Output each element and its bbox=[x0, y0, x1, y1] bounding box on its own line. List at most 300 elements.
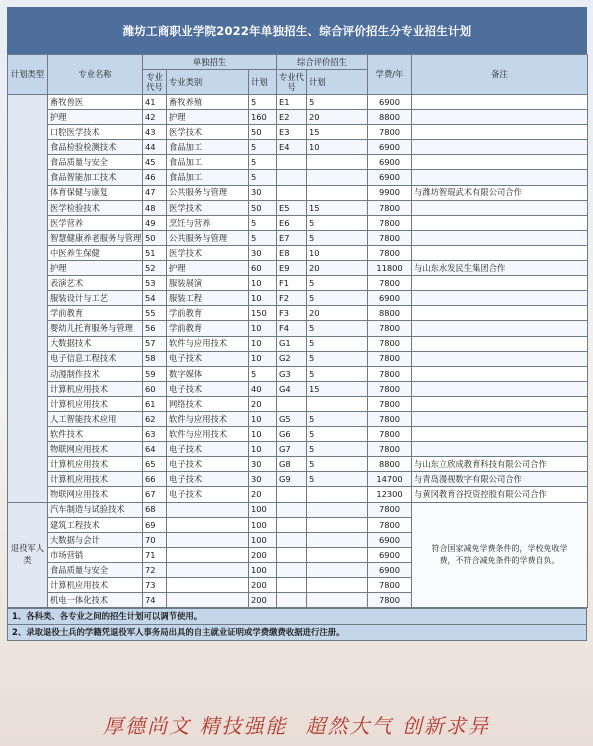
dz-category: 畜牧养殖 bbox=[167, 95, 249, 110]
header-zh-code: 专业代号 bbox=[277, 70, 307, 95]
dz-code: 56 bbox=[143, 321, 167, 336]
zh-plan bbox=[307, 502, 368, 517]
table-row bbox=[8, 261, 588, 276]
table-row bbox=[8, 502, 588, 517]
dz-code: 65 bbox=[143, 457, 167, 472]
table-title: 潍坊工商职业学院2022年单独招生、综合评价招生分专业招生计划 bbox=[7, 7, 587, 54]
header-dz-plan: 计划 bbox=[249, 70, 277, 95]
zh-plan bbox=[307, 593, 368, 608]
major-name: 畜牧兽医 bbox=[48, 95, 143, 110]
fee: 6900 bbox=[368, 170, 412, 185]
fee: 12300 bbox=[368, 487, 412, 502]
table-row bbox=[8, 230, 588, 245]
major-name: 汽车制造与试验技术 bbox=[48, 502, 143, 517]
remark bbox=[412, 276, 588, 291]
dz-category bbox=[167, 502, 249, 517]
zh-plan: 5 bbox=[307, 411, 368, 426]
table-row bbox=[8, 291, 588, 306]
zh-plan: 15 bbox=[307, 200, 368, 215]
dz-code: 48 bbox=[143, 200, 167, 215]
dz-category: 软件与应用技术 bbox=[167, 427, 249, 442]
note-1: 1、各科类、各专业之间的招生计划可以调节使用。 bbox=[8, 609, 587, 625]
dz-code: 73 bbox=[143, 578, 167, 593]
zh-code bbox=[277, 155, 307, 170]
table-row bbox=[8, 276, 588, 291]
dz-plan: 10 bbox=[249, 276, 277, 291]
remark bbox=[412, 366, 588, 381]
zh-plan: 5 bbox=[307, 291, 368, 306]
zh-code: E5 bbox=[277, 200, 307, 215]
dz-plan: 5 bbox=[249, 366, 277, 381]
dz-category: 网络技术 bbox=[167, 396, 249, 411]
zh-code: G4 bbox=[277, 381, 307, 396]
zh-code: G5 bbox=[277, 411, 307, 426]
dz-category bbox=[167, 547, 249, 562]
dz-code: 63 bbox=[143, 427, 167, 442]
dz-category: 食品加工 bbox=[167, 170, 249, 185]
fee: 9900 bbox=[368, 185, 412, 200]
header-dz-code: 专业代号 bbox=[143, 70, 167, 95]
zh-code: E7 bbox=[277, 230, 307, 245]
dz-plan: 30 bbox=[249, 245, 277, 260]
zh-code bbox=[277, 547, 307, 562]
dz-code: 71 bbox=[143, 547, 167, 562]
dz-code: 67 bbox=[143, 487, 167, 502]
fee: 6900 bbox=[368, 291, 412, 306]
major-name: 食品检验检测技术 bbox=[48, 140, 143, 155]
fee: 6900 bbox=[368, 95, 412, 110]
dz-code: 52 bbox=[143, 261, 167, 276]
major-name: 体育保健与康复 bbox=[48, 185, 143, 200]
table-row bbox=[8, 95, 588, 110]
fee: 6900 bbox=[368, 140, 412, 155]
fee: 7800 bbox=[368, 336, 412, 351]
zh-plan: 15 bbox=[307, 125, 368, 140]
fee: 7800 bbox=[368, 593, 412, 608]
dz-plan: 200 bbox=[249, 593, 277, 608]
dz-plan: 200 bbox=[249, 547, 277, 562]
dz-category: 数字媒体 bbox=[167, 366, 249, 381]
dz-code: 41 bbox=[143, 95, 167, 110]
dz-code: 60 bbox=[143, 381, 167, 396]
zh-code: E4 bbox=[277, 140, 307, 155]
fee: 7800 bbox=[368, 200, 412, 215]
remark: 与山东水发民生集团合作 bbox=[412, 261, 588, 276]
fee: 7800 bbox=[368, 125, 412, 140]
major-name: 医学营养 bbox=[48, 215, 143, 230]
school-motto bbox=[0, 705, 593, 743]
table-row bbox=[8, 321, 588, 336]
header-fee: 学费/年 bbox=[368, 55, 412, 95]
table-row bbox=[8, 200, 588, 215]
dz-plan: 150 bbox=[249, 306, 277, 321]
veteran-remark: 符合国家减免学费条件的，学校免收学费，不符合减免条件的学费自负。 bbox=[412, 502, 588, 608]
dz-plan: 10 bbox=[249, 351, 277, 366]
dz-category: 学前教育 bbox=[167, 306, 249, 321]
table-row bbox=[8, 427, 588, 442]
dz-category: 学前教育 bbox=[167, 321, 249, 336]
dz-plan: 40 bbox=[249, 381, 277, 396]
table-row bbox=[8, 245, 588, 260]
remark bbox=[412, 245, 588, 260]
fee: 7800 bbox=[368, 381, 412, 396]
zh-code: G3 bbox=[277, 366, 307, 381]
remark bbox=[412, 442, 588, 457]
dz-code: 54 bbox=[143, 291, 167, 306]
zh-plan: 20 bbox=[307, 261, 368, 276]
zh-plan: 5 bbox=[307, 427, 368, 442]
table-row bbox=[8, 472, 588, 487]
major-name: 电子信息工程技术 bbox=[48, 351, 143, 366]
dz-category bbox=[167, 532, 249, 547]
major-name: 口腔医学技术 bbox=[48, 125, 143, 140]
fee: 7800 bbox=[368, 230, 412, 245]
dz-plan: 5 bbox=[249, 95, 277, 110]
dz-category: 医学技术 bbox=[167, 245, 249, 260]
zh-plan bbox=[307, 487, 368, 502]
zh-plan bbox=[307, 155, 368, 170]
zh-code: G2 bbox=[277, 351, 307, 366]
dz-code: 72 bbox=[143, 562, 167, 577]
dz-code: 43 bbox=[143, 125, 167, 140]
fee: 7800 bbox=[368, 321, 412, 336]
zh-plan bbox=[307, 547, 368, 562]
dz-code: 53 bbox=[143, 276, 167, 291]
dz-plan: 160 bbox=[249, 110, 277, 125]
dz-plan: 100 bbox=[249, 502, 277, 517]
dz-code: 57 bbox=[143, 336, 167, 351]
dz-code: 42 bbox=[143, 110, 167, 125]
remark bbox=[412, 411, 588, 426]
remark bbox=[412, 306, 588, 321]
zh-plan: 5 bbox=[307, 95, 368, 110]
zh-code: E3 bbox=[277, 125, 307, 140]
dz-plan: 5 bbox=[249, 140, 277, 155]
major-name: 护理 bbox=[48, 261, 143, 276]
dz-plan: 10 bbox=[249, 321, 277, 336]
zh-plan: 5 bbox=[307, 366, 368, 381]
note-2: 2、录取退役士兵的学籍凭退役军人事务局出具的自主就业证明或学费缴费收据进行注册。 bbox=[8, 625, 587, 641]
remark bbox=[412, 381, 588, 396]
fee: 6900 bbox=[368, 532, 412, 547]
table-row bbox=[8, 366, 588, 381]
fee: 7800 bbox=[368, 411, 412, 426]
dz-plan: 20 bbox=[249, 487, 277, 502]
fee: 6900 bbox=[368, 562, 412, 577]
table-row bbox=[8, 155, 588, 170]
major-name: 计算机应用技术 bbox=[48, 578, 143, 593]
dz-code: 44 bbox=[143, 140, 167, 155]
dz-plan: 5 bbox=[249, 155, 277, 170]
dz-plan: 100 bbox=[249, 517, 277, 532]
zh-plan bbox=[307, 517, 368, 532]
zh-plan: 5 bbox=[307, 472, 368, 487]
header-comprehensive-enrollment: 综合评价招生 bbox=[277, 55, 368, 70]
motto-part-1: 厚德尚文 精技强能 bbox=[103, 713, 288, 738]
dz-code: 62 bbox=[143, 411, 167, 426]
remark: 与山东立欣成教育科技有限公司合作 bbox=[412, 457, 588, 472]
remark bbox=[412, 125, 588, 140]
dz-plan: 60 bbox=[249, 261, 277, 276]
header-dz-category: 专业类别 bbox=[167, 70, 249, 95]
remark bbox=[412, 155, 588, 170]
zh-plan: 5 bbox=[307, 457, 368, 472]
table-row bbox=[8, 351, 588, 366]
zh-code bbox=[277, 578, 307, 593]
remark bbox=[412, 427, 588, 442]
dz-category bbox=[167, 593, 249, 608]
major-name: 护理 bbox=[48, 110, 143, 125]
fee: 7800 bbox=[368, 351, 412, 366]
table-row bbox=[8, 336, 588, 351]
major-name: 大数据与会计 bbox=[48, 532, 143, 547]
dz-code: 58 bbox=[143, 351, 167, 366]
zh-plan: 5 bbox=[307, 321, 368, 336]
fee: 7800 bbox=[368, 427, 412, 442]
major-name: 动漫制作技术 bbox=[48, 366, 143, 381]
fee: 6900 bbox=[368, 547, 412, 562]
dz-plan: 10 bbox=[249, 427, 277, 442]
fee: 7800 bbox=[368, 396, 412, 411]
dz-category: 软件与应用技术 bbox=[167, 336, 249, 351]
fee: 6900 bbox=[368, 155, 412, 170]
dz-code: 74 bbox=[143, 593, 167, 608]
zh-code bbox=[277, 170, 307, 185]
zh-code: F1 bbox=[277, 276, 307, 291]
table-row bbox=[8, 396, 588, 411]
header-major-name: 专业名称 bbox=[48, 55, 143, 95]
zh-plan: 5 bbox=[307, 276, 368, 291]
zh-code: G8 bbox=[277, 457, 307, 472]
zh-plan bbox=[307, 562, 368, 577]
zh-code bbox=[277, 185, 307, 200]
dz-code: 64 bbox=[143, 442, 167, 457]
fee: 7800 bbox=[368, 215, 412, 230]
zh-plan: 5 bbox=[307, 442, 368, 457]
fee: 8800 bbox=[368, 457, 412, 472]
dz-category: 食品加工 bbox=[167, 140, 249, 155]
table-row bbox=[8, 442, 588, 457]
major-name: 计算机应用技术 bbox=[48, 457, 143, 472]
remark bbox=[412, 321, 588, 336]
dz-category bbox=[167, 578, 249, 593]
fee: 7800 bbox=[368, 517, 412, 532]
major-name: 食品质量与安全 bbox=[48, 155, 143, 170]
zh-plan: 10 bbox=[307, 245, 368, 260]
remark bbox=[412, 351, 588, 366]
remark bbox=[412, 291, 588, 306]
table-row bbox=[8, 487, 588, 502]
dz-category: 医学技术 bbox=[167, 125, 249, 140]
dz-category: 软件与应用技术 bbox=[167, 411, 249, 426]
major-name: 人工智能技术应用 bbox=[48, 411, 143, 426]
enrollment-plan-table bbox=[7, 54, 588, 608]
zh-code bbox=[277, 396, 307, 411]
remark bbox=[412, 336, 588, 351]
zh-plan: 20 bbox=[307, 306, 368, 321]
fee: 7800 bbox=[368, 245, 412, 260]
dz-category: 服装展演 bbox=[167, 276, 249, 291]
dz-code: 66 bbox=[143, 472, 167, 487]
zh-plan: 10 bbox=[307, 140, 368, 155]
dz-code: 68 bbox=[143, 502, 167, 517]
major-name: 食品智能加工技术 bbox=[48, 170, 143, 185]
dz-code: 51 bbox=[143, 245, 167, 260]
dz-code: 55 bbox=[143, 306, 167, 321]
zh-plan bbox=[307, 170, 368, 185]
dz-category: 服装工程 bbox=[167, 291, 249, 306]
plan-table-body bbox=[8, 95, 588, 608]
table-row bbox=[8, 381, 588, 396]
fee: 7800 bbox=[368, 366, 412, 381]
zh-code: G6 bbox=[277, 427, 307, 442]
fee: 11800 bbox=[368, 261, 412, 276]
zh-code bbox=[277, 502, 307, 517]
dz-plan: 10 bbox=[249, 442, 277, 457]
dz-plan: 30 bbox=[249, 185, 277, 200]
dz-category: 电子技术 bbox=[167, 381, 249, 396]
dz-category: 烹饪与营养 bbox=[167, 215, 249, 230]
dz-category: 医学技术 bbox=[167, 200, 249, 215]
fee: 8800 bbox=[368, 306, 412, 321]
major-name: 市场营销 bbox=[48, 547, 143, 562]
motto-part-2: 超然大气 创新求异 bbox=[305, 713, 490, 738]
zh-code: E2 bbox=[277, 110, 307, 125]
major-name: 计算机应用技术 bbox=[48, 381, 143, 396]
dz-plan: 50 bbox=[249, 200, 277, 215]
table-row bbox=[8, 140, 588, 155]
zh-plan: 5 bbox=[307, 215, 368, 230]
zh-code bbox=[277, 517, 307, 532]
remark bbox=[412, 95, 588, 110]
major-name: 计算机应用技术 bbox=[48, 472, 143, 487]
dz-plan: 10 bbox=[249, 336, 277, 351]
zh-code: E6 bbox=[277, 215, 307, 230]
dz-code: 50 bbox=[143, 230, 167, 245]
table-row bbox=[8, 110, 588, 125]
dz-code: 49 bbox=[143, 215, 167, 230]
zh-code: G1 bbox=[277, 336, 307, 351]
table-row bbox=[8, 457, 588, 472]
major-name: 大数据技术 bbox=[48, 336, 143, 351]
dz-code: 59 bbox=[143, 366, 167, 381]
dz-plan: 5 bbox=[249, 215, 277, 230]
zh-code bbox=[277, 487, 307, 502]
dz-category: 电子技术 bbox=[167, 442, 249, 457]
major-name: 表演艺术 bbox=[48, 276, 143, 291]
dz-plan: 5 bbox=[249, 170, 277, 185]
fee: 7800 bbox=[368, 502, 412, 517]
dz-plan: 100 bbox=[249, 562, 277, 577]
dz-category: 电子技术 bbox=[167, 457, 249, 472]
major-name: 食品质量与安全 bbox=[48, 562, 143, 577]
zh-plan bbox=[307, 396, 368, 411]
remark bbox=[412, 140, 588, 155]
table-row bbox=[8, 306, 588, 321]
zh-plan: 5 bbox=[307, 230, 368, 245]
zh-code: F4 bbox=[277, 321, 307, 336]
dz-plan: 100 bbox=[249, 532, 277, 547]
dz-plan: 20 bbox=[249, 396, 277, 411]
fee: 7800 bbox=[368, 442, 412, 457]
dz-category: 电子技术 bbox=[167, 487, 249, 502]
fee: 8800 bbox=[368, 110, 412, 125]
remark bbox=[412, 110, 588, 125]
major-name: 智慧健康养老服务与管理 bbox=[48, 230, 143, 245]
zh-code: F3 bbox=[277, 306, 307, 321]
major-name: 机电一体化技术 bbox=[48, 593, 143, 608]
dz-plan: 50 bbox=[249, 125, 277, 140]
dz-plan: 5 bbox=[249, 230, 277, 245]
header-zh-plan: 计划 bbox=[307, 70, 368, 95]
dz-code: 69 bbox=[143, 517, 167, 532]
remark: 与潍坊智琨武术有限公司合作 bbox=[412, 185, 588, 200]
zh-code: F2 bbox=[277, 291, 307, 306]
zh-code: E8 bbox=[277, 245, 307, 260]
fee: 14700 bbox=[368, 472, 412, 487]
zh-code bbox=[277, 532, 307, 547]
remark bbox=[412, 215, 588, 230]
dz-plan: 30 bbox=[249, 472, 277, 487]
fee: 7800 bbox=[368, 578, 412, 593]
zh-code: E1 bbox=[277, 95, 307, 110]
dz-plan: 200 bbox=[249, 578, 277, 593]
dz-category: 公共服务与管理 bbox=[167, 185, 249, 200]
dz-category: 食品加工 bbox=[167, 155, 249, 170]
dz-code: 46 bbox=[143, 170, 167, 185]
major-name: 服装设计与工艺 bbox=[48, 291, 143, 306]
major-name: 建筑工程技术 bbox=[48, 517, 143, 532]
table-row bbox=[8, 125, 588, 140]
major-name: 计算机应用技术 bbox=[48, 396, 143, 411]
dz-category: 公共服务与管理 bbox=[167, 230, 249, 245]
zh-code: G7 bbox=[277, 442, 307, 457]
remark bbox=[412, 200, 588, 215]
dz-code: 45 bbox=[143, 155, 167, 170]
remark bbox=[412, 396, 588, 411]
dz-plan: 10 bbox=[249, 291, 277, 306]
plan-type-cell bbox=[8, 95, 48, 503]
zh-plan bbox=[307, 532, 368, 547]
header-single-enrollment: 单独招生 bbox=[143, 55, 277, 70]
fee: 7800 bbox=[368, 276, 412, 291]
major-name: 学前教育 bbox=[48, 306, 143, 321]
remark: 与黄冈教育谷投资控股有限公司合作 bbox=[412, 487, 588, 502]
zh-plan bbox=[307, 185, 368, 200]
zh-code: E9 bbox=[277, 261, 307, 276]
dz-category bbox=[167, 517, 249, 532]
dz-category: 电子技术 bbox=[167, 472, 249, 487]
remark bbox=[412, 230, 588, 245]
zh-plan: 15 bbox=[307, 381, 368, 396]
header-plan-type: 计划类型 bbox=[8, 55, 48, 95]
dz-category: 护理 bbox=[167, 261, 249, 276]
table-row bbox=[8, 215, 588, 230]
major-name: 婴幼儿托育服务与管理 bbox=[48, 321, 143, 336]
dz-plan: 30 bbox=[249, 457, 277, 472]
major-name: 软件技术 bbox=[48, 427, 143, 442]
zh-code: G9 bbox=[277, 472, 307, 487]
remark bbox=[412, 170, 588, 185]
dz-code: 70 bbox=[143, 532, 167, 547]
notes-table bbox=[7, 608, 587, 641]
dz-code: 47 bbox=[143, 185, 167, 200]
zh-code bbox=[277, 593, 307, 608]
plan-type-veteran: 退役军人类 bbox=[8, 502, 48, 608]
zh-code bbox=[277, 562, 307, 577]
major-name: 物联网应用技术 bbox=[48, 442, 143, 457]
dz-category bbox=[167, 562, 249, 577]
